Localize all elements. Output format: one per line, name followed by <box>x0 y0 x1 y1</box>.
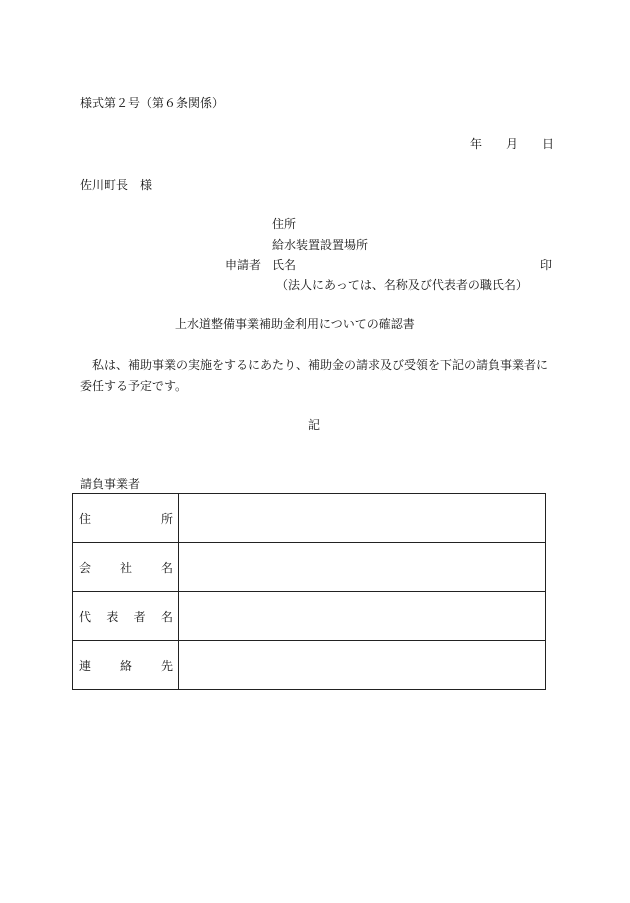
contractor-address-label <box>73 494 179 543</box>
label-char: 名 <box>160 560 173 575</box>
contractor-company-name-label <box>73 543 179 592</box>
contractor-address-field[interactable] <box>179 494 546 543</box>
label-char: 先 <box>160 658 173 673</box>
document-title: 上水道整備事業補助金利用についての確認書 <box>175 317 415 331</box>
contractor-contact-field[interactable] <box>179 641 546 690</box>
label-char: 社 <box>119 560 132 575</box>
form-number: 様式第２号（第６条関係） <box>80 96 225 110</box>
date-year: 年 <box>470 137 483 151</box>
table-row <box>73 543 546 592</box>
contractor-heading: 請負事業者 <box>80 477 141 491</box>
body-text: 私は、補助事業の実施をするにあたり、補助金の請求及び受領を下記の請負事業者に委任する予定です。 <box>80 358 549 393</box>
table-row <box>73 641 546 690</box>
table-row <box>73 494 546 543</box>
label-char: 絡 <box>119 658 132 673</box>
ki-heading: 記 <box>308 418 321 432</box>
contractor-company-name-field[interactable] <box>179 543 546 592</box>
label-char: 会 <box>79 560 92 575</box>
label-char: 所 <box>160 511 173 526</box>
label-char: 者 <box>133 609 146 624</box>
addressee: 佐川町長 様 <box>80 178 153 192</box>
label-char: 連 <box>79 658 92 673</box>
label-chars <box>79 510 173 527</box>
contractor-representative-name-label <box>73 592 179 641</box>
applicant-role-label: 申請者 <box>225 258 262 272</box>
label-chars <box>79 559 173 576</box>
label-chars <box>79 608 173 625</box>
label-chars <box>79 657 173 674</box>
applicant-address-label: 住所 <box>272 217 297 231</box>
label-char: 代 <box>79 609 92 624</box>
date-month: 月 <box>506 137 519 151</box>
applicant-site-label: 給水装置設置場所 <box>272 238 369 252</box>
applicant-note: （法人にあっては、名称及び代表者の職氏名） <box>276 278 528 292</box>
applicant-name-label: 氏名 <box>272 258 297 272</box>
label-char: 住 <box>79 511 92 526</box>
contractor-contact-label <box>73 641 179 690</box>
contractor-representative-name-field[interactable] <box>179 592 546 641</box>
date-day: 日 <box>542 137 555 151</box>
label-char: 名 <box>160 609 173 624</box>
seal-mark: 印 <box>540 258 553 272</box>
label-char: 表 <box>106 609 119 624</box>
table-row <box>73 592 546 641</box>
contractor-table <box>72 493 546 690</box>
